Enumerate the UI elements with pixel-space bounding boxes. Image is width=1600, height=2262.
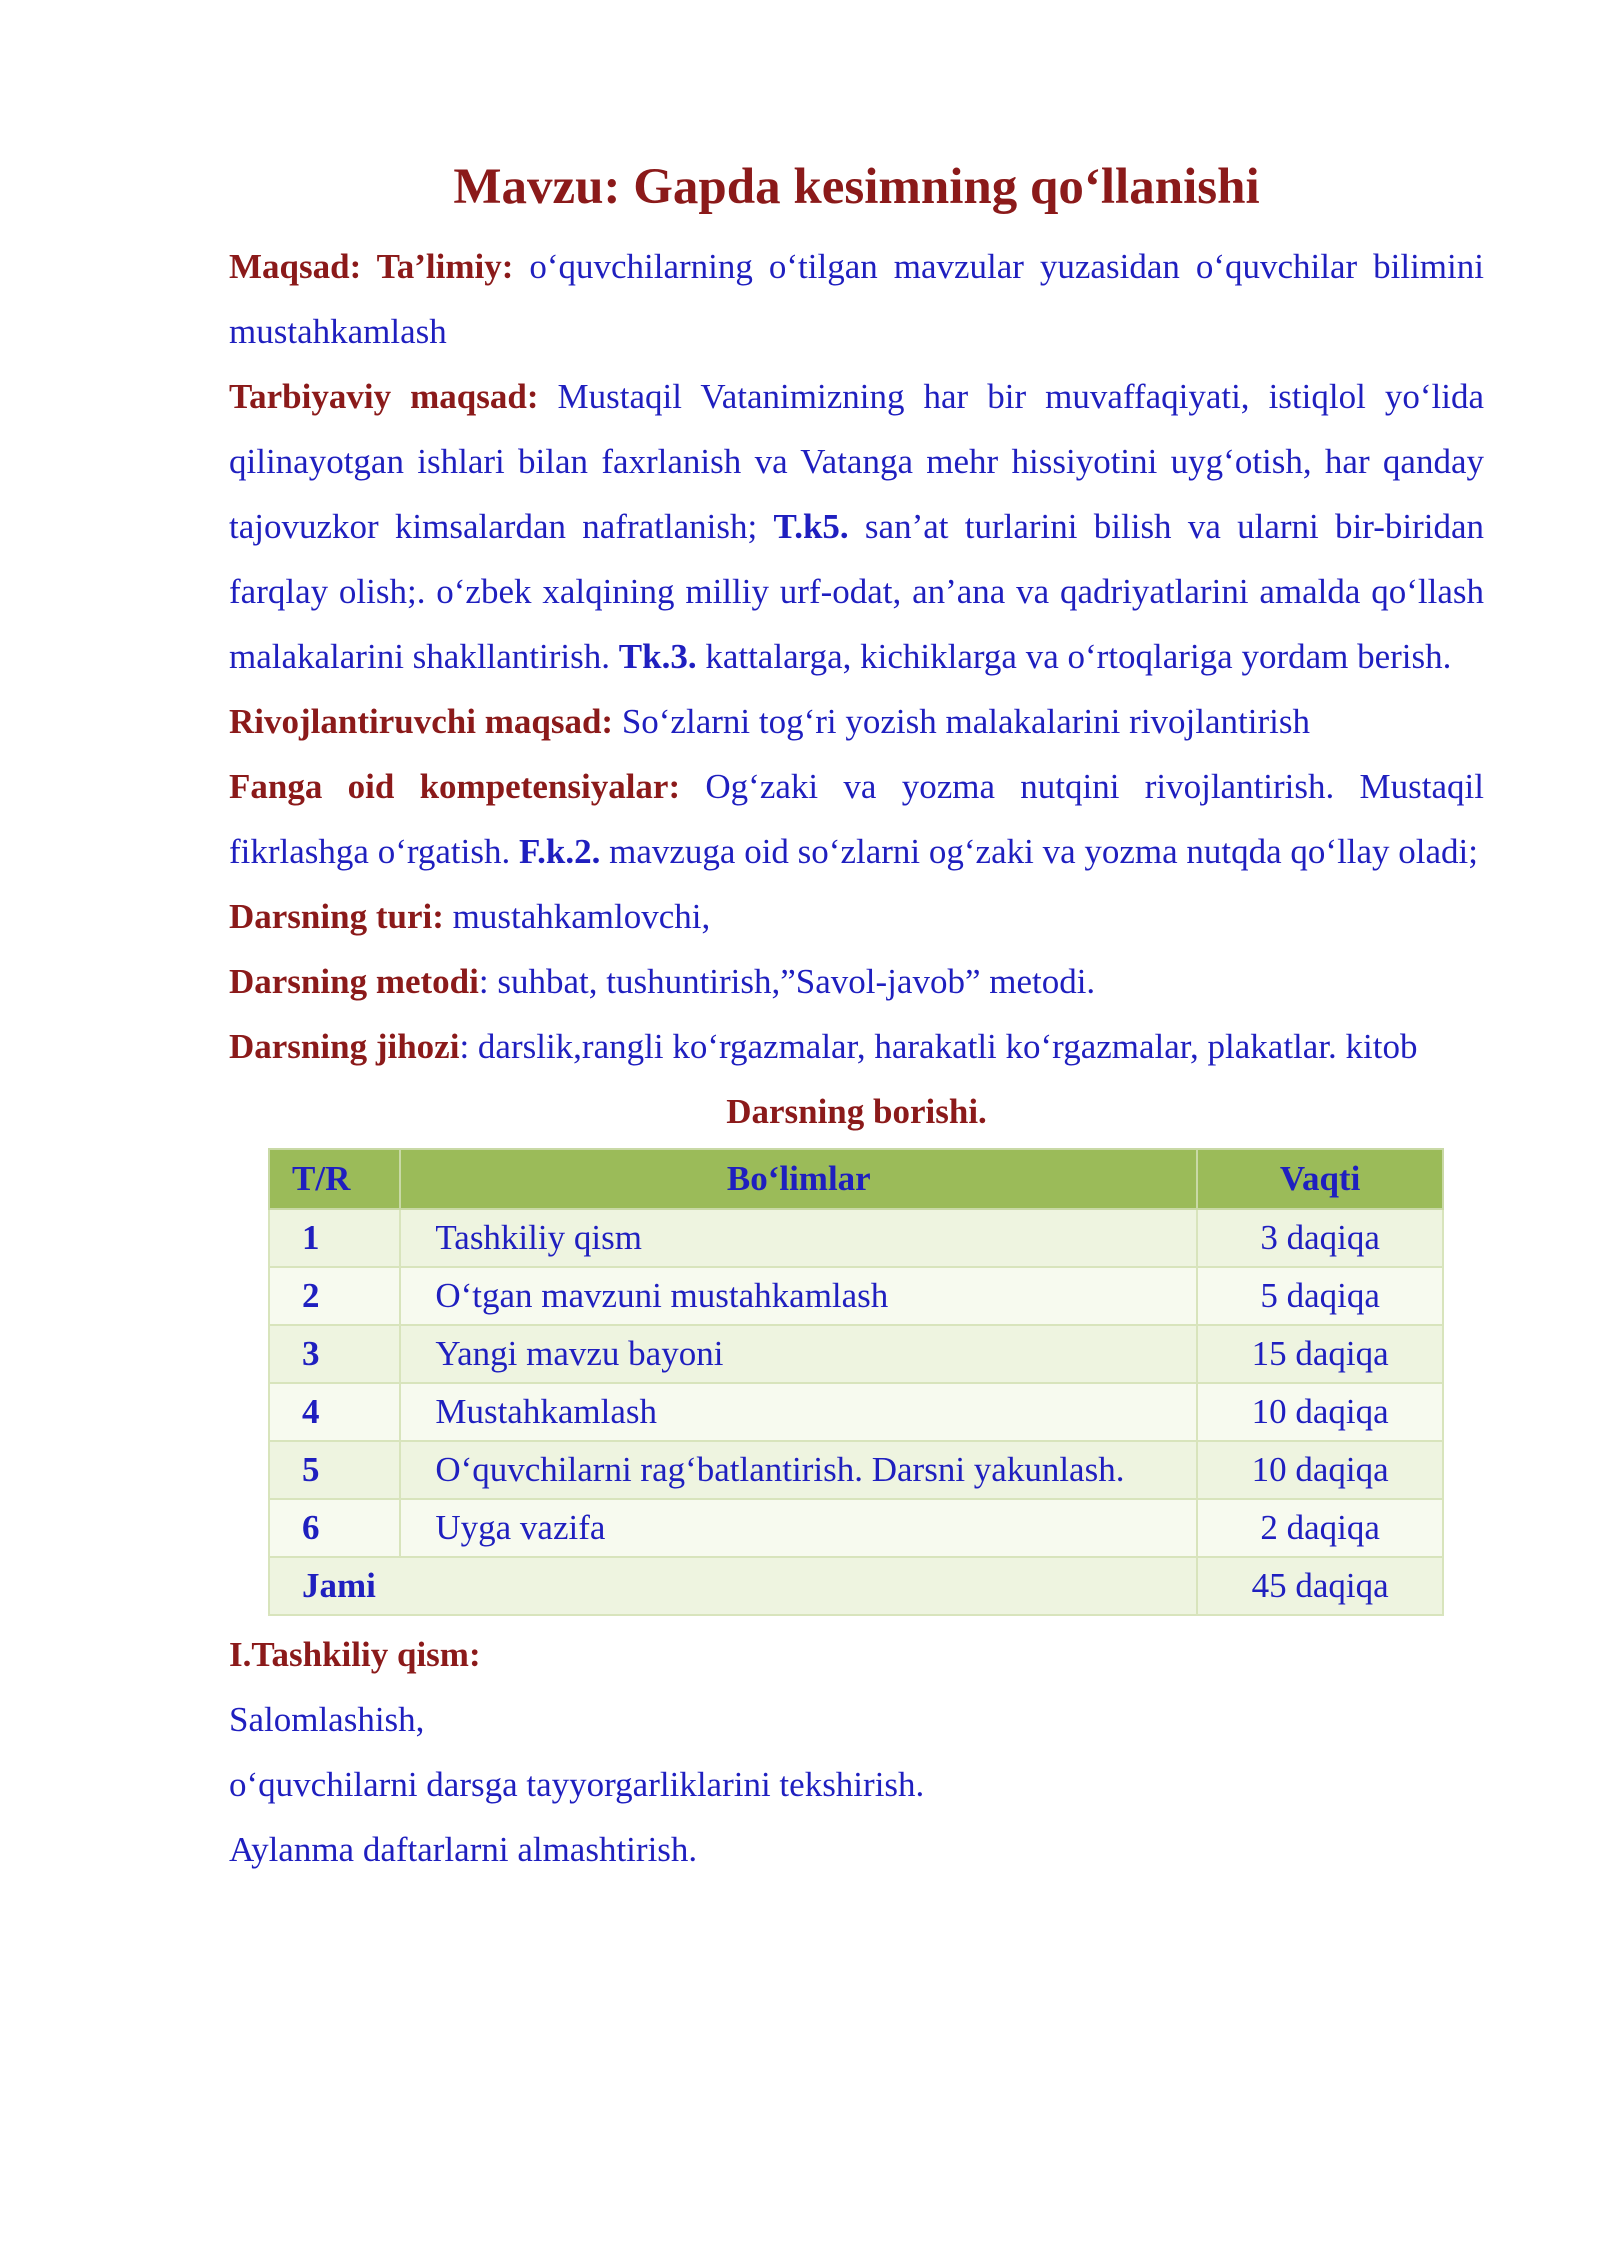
row-num: 4 [269, 1383, 400, 1441]
total-time: 45 daqiqa [1197, 1557, 1443, 1615]
text-metodi: : suhbat, tushuntirish,”Savol-javob” metodi. [478, 962, 1096, 1001]
paragraph-turi [229, 884, 1484, 949]
header-section: Bo‘limlar [400, 1149, 1197, 1209]
row-time: 15 daqiqa [1197, 1325, 1443, 1383]
row-time: 5 daqiqa [1197, 1267, 1443, 1325]
tashkiliy-heading [229, 1622, 1484, 1687]
row-section: O‘quvchilarni rag‘batlantirish. Darsni yakunlash. [400, 1441, 1197, 1499]
paragraph-metodi [229, 949, 1484, 1014]
document-content [229, 150, 1484, 1882]
table-row [269, 1267, 1443, 1325]
paragraph-tarbiyaviy [229, 364, 1484, 689]
tashkiliy-line: Salomlashish, [229, 1700, 425, 1739]
text-rivojlantiruvchi: So‘zlarni tog‘ri yozish malakalarini rivojlantirish [613, 702, 1310, 741]
text-fanga-1: Og‘zaki va yozma nutqini rivojlantirish. Mustaqil fikrlashga o‘rgatish. [229, 767, 1484, 871]
header-num: T/R [269, 1149, 400, 1209]
row-section: Yangi mavzu bayoni [400, 1325, 1197, 1383]
header-time: Vaqti [1197, 1149, 1443, 1209]
paragraph-maqsad [229, 234, 1484, 364]
row-num: 3 [269, 1325, 400, 1383]
row-num: 2 [269, 1267, 400, 1325]
tashkiliy-line: o‘quvchilarni darsga tayyorgarliklarini tekshirish. [229, 1765, 925, 1804]
label-maqsad: Maqsad: Ta’limiy: [229, 247, 514, 286]
label-tashkiliy: I.Tashkiliy qism: [229, 1635, 481, 1674]
label-tarbiyaviy: Tarbiyaviy maqsad: [229, 377, 539, 416]
table-header-row [269, 1149, 1443, 1209]
code-fk2: F.k.2. [518, 832, 601, 871]
row-section: O‘tgan mavzuni mustahkamlash [400, 1267, 1197, 1325]
row-time: 2 daqiqa [1197, 1499, 1443, 1557]
row-time: 10 daqiqa [1197, 1441, 1443, 1499]
row-time: 3 daqiqa [1197, 1209, 1443, 1267]
label-jihozi: Darsning jihozi [229, 1027, 460, 1066]
text-turi: mustahkamlovchi, [443, 897, 711, 936]
paragraph-rivojlantiruvchi [229, 689, 1484, 754]
table-row [269, 1383, 1443, 1441]
table-row [269, 1325, 1443, 1383]
row-time: 10 daqiqa [1197, 1383, 1443, 1441]
lesson-plan-table [268, 1148, 1444, 1616]
text-fanga-2: mavzuga oid so‘zlarni og‘zaki va yozma nutqda qo‘llay oladi; [600, 832, 1479, 871]
text-jihozi: : darslik,rangli ko‘rgazmalar, harakatli ko‘rgazmalar, plakatlar. kitob [459, 1027, 1418, 1066]
label-metodi: Darsning metodi [229, 962, 479, 1001]
text-tarbiyaviy-3: kattalarga, kichiklarga va o‘rtoqlariga yordam berish. [696, 637, 1452, 676]
table-total-row [269, 1557, 1443, 1615]
row-section: Uyga vazifa [400, 1499, 1197, 1557]
tashkiliy-line: Aylanma daftarlarni almashtirish. [229, 1830, 698, 1869]
paragraph-fanga [229, 754, 1484, 884]
row-num: 6 [269, 1499, 400, 1557]
row-section: Mustahkamlash [400, 1383, 1197, 1441]
total-label: Jami [269, 1557, 1197, 1615]
row-num: 5 [269, 1441, 400, 1499]
table-row [269, 1441, 1443, 1499]
label-rivojlantiruvchi: Rivojlantiruvchi maqsad: [229, 702, 614, 741]
code-tk5: T.k5. [773, 507, 849, 546]
paragraph-jihozi [229, 1014, 1484, 1079]
text-maqsad: o‘quvchilarning o‘tilgan mavzular yuzasidan o‘quvchilar bilimini mustahkamlash [229, 247, 1484, 351]
text-tarbiyaviy-2: san’at turlarini bilish va ularni bir-biridan farqlay olish;. o‘zbek xalqining milliy urf-odat, an’ana va qadriyatlarini amalda qo‘llash malakalarini shakllantirish. [229, 507, 1484, 676]
borishi-heading: Darsning borishi. [726, 1092, 987, 1131]
text-tarbiyaviy-1: Mustaqil Vatanimizning har bir muvaffaqiyati, istiqlol yo‘lida qilinayotgan ishlari bilan faxrlanish va Vatanga mehr hissiyotini uyg‘otish, har qanday tajovuzkor kimsalardan nafratlanish; [229, 377, 1484, 546]
code-tk3: Tk.3. [618, 637, 697, 676]
label-fanga: Fanga oid kompetensiyalar: [229, 767, 681, 806]
table-row [269, 1499, 1443, 1557]
label-turi: Darsning turi: [229, 897, 444, 936]
table-row [269, 1209, 1443, 1267]
document-title: Mavzu: Gapda kesimning qo‘llanishi [453, 159, 1260, 215]
row-section: Tashkiliy qism [400, 1209, 1197, 1267]
row-num: 1 [269, 1209, 400, 1267]
